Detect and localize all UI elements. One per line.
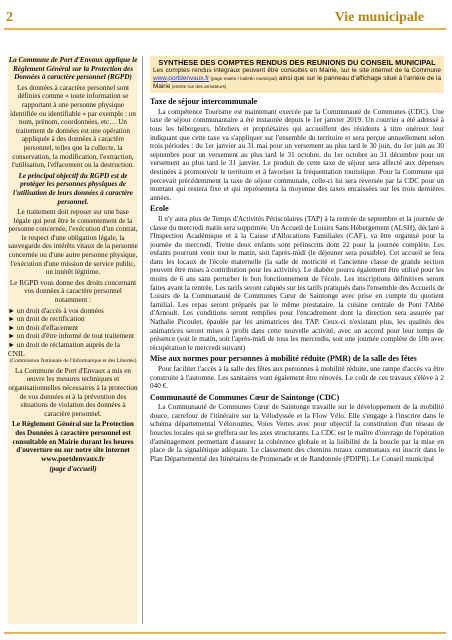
- article-school: [150, 204, 444, 352]
- column-divider: [142, 56, 143, 624]
- banner-link-note: (page mairie / bulletin municipal): [209, 75, 278, 81]
- banner-title: SYNTHESE DES COMPTES RENDUS DES REUNIONS DU CONSEIL MUNICIPAL: [158, 58, 436, 67]
- page-number: 2: [6, 10, 13, 25]
- header-rule: [4, 28, 446, 30]
- banner-text-before: Les comptes rendus intégraux peuvent être consultés en Mairie, sur le site internet de la Commune: [153, 67, 441, 74]
- council-banner: [150, 56, 444, 93]
- article-title: Communauté de Communes Cœur de Saintonge (CDC): [150, 392, 340, 402]
- article-title: Mise aux normes pour personnes à mobilité réduite (PMR) de la salle des fêtes: [150, 354, 417, 364]
- sidebar-final-note: (page d'accueil): [49, 465, 97, 474]
- article-paragraph: Il n'y aura plus de Temps d'Activités Périscolaires (TAP) à la rentrée de septembre et la journée de classe du mercredi matin sera supprimée. Un Accueil de Loisirs Sans Hébergement (ALSH), déclaré à l'Inspection Académique et à la Caisse d'Allocations Familiales (CAF), va être organisé pour la journée du mercredi. Trente deux enfants sont préinscrits dont 22 pour la journée complète. Les enfants pourront venir tout le matin, soit l'après-midi (le déjeuner sera possible). Cet accueil se fera dans les locaux de l'école maternelle (la salle de motricité et l'ancienne classe de grande section peuvent être mises à contribution pour les activités). Le diabète pourra également être utilisé pour les moins de 6 ans sans perturber le bon fonctionnement de l'école. Les inscriptions définitives seront faites avant la rentrée. Les tarifs seront calqués sur les tarifs pratiqués dans l'ensemble des Accueils de Loisirs de la Communauté de Communes Cœur de Saintonge avec prise en compte du quotient familial. Les repas seront préparés par le même prestataire, la cuisine centrale de Pont l'Abbé d'Arnoult. Les conditions seront remplies pour l'encadrement dont la direction sera assurée par Nathalie Picoulet, épaulée par les animatrices des TAP. Ceux-ci n'existant plus, les qualités des animatrices seront mises à profit dans cette nouvelle activité, avec un accord pour leur temps de présence (soit le matin, soit l'après-midi de tous les mercredis, soit une journée complète de 10h avec récupération le mercredi suivant): [150, 214, 444, 352]
- article-title: Ecole: [150, 204, 169, 214]
- rights-item: ► un droit de réclamation auprès de la CNIL: [8, 341, 120, 358]
- rights-item: ► un droit d'effacement: [8, 323, 78, 332]
- banner-text: [153, 67, 441, 90]
- main-column: [150, 56, 444, 626]
- article-title: Taxe de séjour intercommunale: [150, 97, 258, 107]
- rgpd-sidebar: [8, 56, 138, 624]
- sidebar-legal-basis: Le traitement doit reposer sur une base légale qui peut être le consentement de la personne concernée, l'exécution d'un contrat, le respect d'une obligation légale, la sauvegarde des intérêts vitaux de la personne concernée ou d'une autre personne physique, l'exécution d'une mission de service public, un intérêt légitime.: [8, 208, 138, 277]
- article-tax: [150, 97, 444, 202]
- article-pmr: [150, 354, 444, 390]
- section-title: Vie municipale: [334, 10, 424, 25]
- rights-item: ► un droit de rectification: [8, 315, 85, 324]
- sidebar-intro: La Commune de Port d'Envaux applique le Règlement Général sur la Protection des Données à caractère personnel (RGPD): [8, 56, 138, 82]
- sidebar-commitment: La Commune de Port d'Envaux a mis en œuvre les mesures techniques et organisationnelles nécessaires à la protection de vos données et à la prévention des situations de violation des données à caractère personnel.: [8, 366, 138, 418]
- sidebar-objective: Le principal objectif du RGPD est de protéger les personnes physiques de l'utilisation de leurs données à caractère personnel.: [13, 171, 133, 206]
- article-cdc: [150, 393, 444, 464]
- article-paragraph: La compétence Tourisme est maintenant exercée par la Communauté de Communes (CDC). Une taxe de séjour communautaire a été instaurée depuis le 1er janvier 2019. Un courrier a été adressé à tous les hébergeurs, hôteliers et propriétaires qui accueillent des résidents à titre onéreux leur indiquant que cette taxe va s'appliquer sur l'ensemble du territoire et sera perçue annuellement selon trois périodes : du 1er janvier au 31 mai pour un versement au plus tard le 30 juin, du 1er juin au 30 septembre pour un versement au plus tard le 31 octobre, du 1er octobre au 31 décembre pour un versement au plus tard le 31 janvier. Le produit de cette taxe de séjour sera affecté aux dépenses destinées à promouvoir le territoire et à favoriser la fréquentation touristique. Pour la Commune qui percevait précédemment la taxe de séjour communale, celle-ci lui sera reversée par la CDC pour un montant qui restera fixe et qui représentera la moyenne des taxes encaissées sur les trois dernières années.: [150, 107, 444, 202]
- article-paragraph: La Communauté de Communes Cœur de Saintonge travaille sur le développement de la mobilité douce, carrefour de l'itinéraire sur la Vélodyssée et la Flow Vélo. Elle s'engage à l'inscrire dans le schéma départemental Vélorouttes, Voies Vertes avec pour objectif la constitution d'un réseau de boucles locales qui se greffera sur les axes structurants. La CDC est le maître d'ouvrage de l'opération d'aménagement permettant d'assurer la cohérence globale et la lisibilité de la boucle par la mise en place de la signalétique adéquate. Le classement des chemins ruraux communaux est inscrit dans le Plan Départemental des Itinéraires de Promenade et de Randonnée (PDIPR). Le Conseil municipal: [150, 403, 444, 463]
- website-link[interactable]: www.portdenvaux.fr: [153, 74, 210, 82]
- banner-text-after: ainsi que sur le panneau d'affichage situé à l'arrière de la Mairie: [153, 74, 442, 90]
- rights-item: ► un droit d'être informé de tout traitement: [8, 332, 134, 341]
- sidebar-rights-intro: Le RGPD vous donne des droits concernant vos données à caractère personnel notamment :: [9, 278, 137, 305]
- footer-rule: [4, 632, 446, 634]
- sidebar-definition: Les données à caractère personnel sont définies comme « toute information se rapportant à une personne physique identifiée ou identifiable » par exemple : un nom, prénom, coordonnées, etc… Un traitement de données est une opération appliquée à des données à caractère personnel, telles que la collecte, la conservation, la modification, l'extraction, l'utilisation, l'effacement ou la destruction.: [10, 83, 136, 170]
- rights-list: [8, 307, 138, 359]
- cnil-note: (Commission Nationale de l'Informatique et des Libertés): [9, 358, 137, 365]
- page-header: [0, 0, 452, 28]
- sidebar-final: Le Règlement Général sur la Protection des Données à caractère personnel est consultable en Mairie durant les heures d'ouverture ou sur notre site internet www.portdenvaux.fr: [12, 420, 134, 463]
- banner-small-note: (entrée rue des armateurs): [170, 83, 227, 89]
- article-paragraph: Pour faciliter l'accès à la salle des fêtes aux personnes à mobilité réduite, une rampe d'accès va être construite à l'automne. Les sanitaires vont également être rénovés. Le coût de ces travaux s'élève à 2 040 €.: [150, 364, 444, 391]
- rights-item: ► un droit d'accès à vos données: [8, 306, 104, 315]
